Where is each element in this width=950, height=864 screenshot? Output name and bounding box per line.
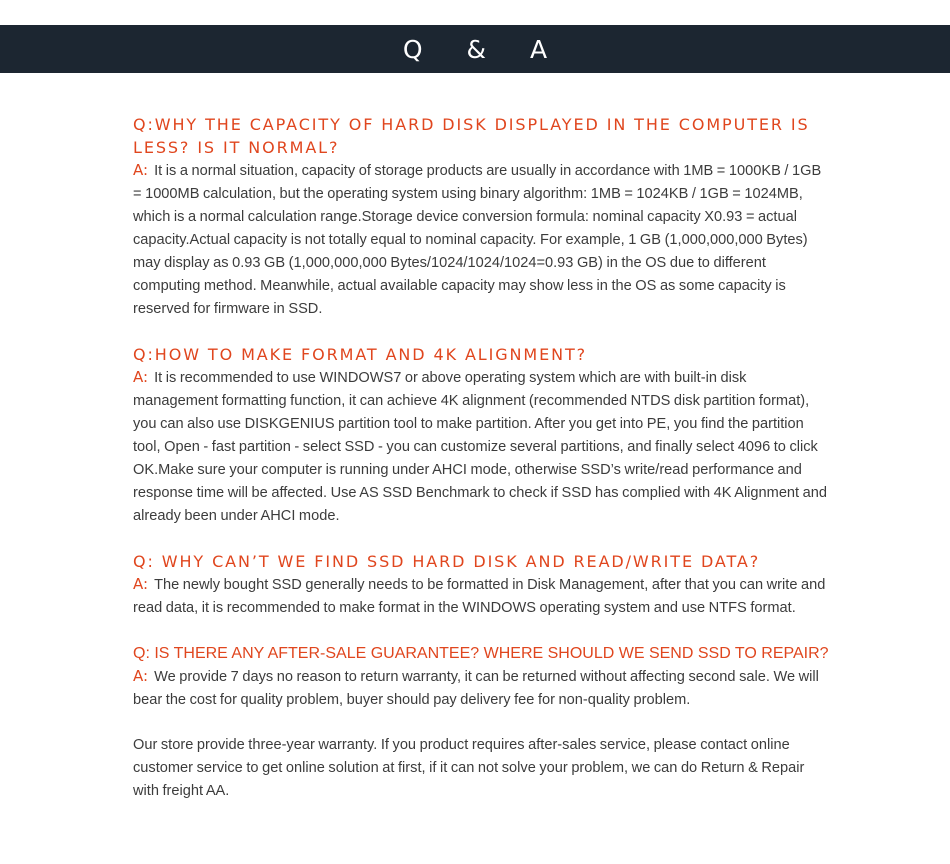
qa-item-4k-alignment (133, 343, 833, 528)
qa-content (133, 113, 833, 803)
question-guarantee: Q: IS THERE ANY AFTER-SALE GUARANTEE? WHERE SHOULD WE SEND SSD TO REPAIR? (133, 645, 829, 662)
qa-item-capacity (133, 113, 833, 321)
qa-item-find-ssd (133, 550, 833, 620)
answer-capacity (133, 159, 833, 321)
page-title: Q & A (402, 34, 566, 64)
warranty-note: Our store provide three-year warranty. If you product requires after-sales service, please contact online customer service to get online solution at first, if it can not solve your problem, we can do Return & Repair with freight AA. (133, 737, 805, 799)
qa-item-guarantee (133, 642, 833, 712)
answer-text: We provide 7 days no reason to return warranty, it can be returned without affecting second sale. We will bear the cost for quality problem, buyer should pay delivery fee for non-quality problem. (133, 669, 819, 708)
answer-prefix: A: (133, 161, 149, 179)
question-capacity: Q:WHY THE CAPACITY OF HARD DISK DISPLAYED IN THE COMPUTER IS LESS? IS IT NORMAL? (133, 115, 810, 157)
header-bar (0, 25, 950, 73)
question-find-ssd: Q: WHY CAN’T WE FIND SSD HARD DISK AND READ/WRITE DATA? (133, 552, 761, 571)
answer-prefix: A: (133, 575, 149, 593)
answer-4k-alignment (133, 366, 833, 528)
answer-prefix: A: (133, 667, 149, 685)
answer-find-ssd (133, 573, 833, 620)
answer-text: It is a normal situation, capacity of storage products are usually in accordance with 1MB = 1000KB / 1GB = 1000MB calculation, but the operating system using binary algorithm: 1MB = 1024KB / 1GB = 1024MB, which is a normal calculation range.Storage device conversion formula: nominal capacity X0.93 = actual capacity.Actual capacity is not totally equal to nominal capacity. For example, 1 GB (1,000,000,000 Bytes) may display as 0.93 GB (1,000,000,000 Bytes/1024/1024/1024=0.93 GB) in the OS due to different computing method. Meanwhile, actual available capacity may show less in the OS as some capacity is reserved for firmware in SSD. (133, 163, 822, 317)
answer-guarantee (133, 665, 833, 712)
answer-text: It is recommended to use WINDOWS7 or above operating system which are with built-in disk management formatting function, it can achieve 4K alignment (recommended NTDS disk partition format), you can also use DISKGENIUS partition tool to make partition. After you get into PE, you find the partition tool, Open - fast partition - select SSD - you can customize several partitions, and finally select 4096 to click OK.Make sure your computer is running under AHCI mode, otherwise SSD’s write/read performance and response time will be affected. Use AS SSD Benchmark to check if SSD has complied with 4K Alignment and already been under AHCI mode. (133, 370, 828, 524)
answer-text: The newly bought SSD generally needs to be formatted in Disk Management, after that you can write and read data, it is recommended to make format in the WINDOWS operating system and use NTFS format. (133, 577, 826, 616)
answer-prefix: A: (133, 368, 149, 386)
question-4k-alignment: Q:HOW TO MAKE FORMAT AND 4K ALIGNMENT? (133, 345, 588, 364)
